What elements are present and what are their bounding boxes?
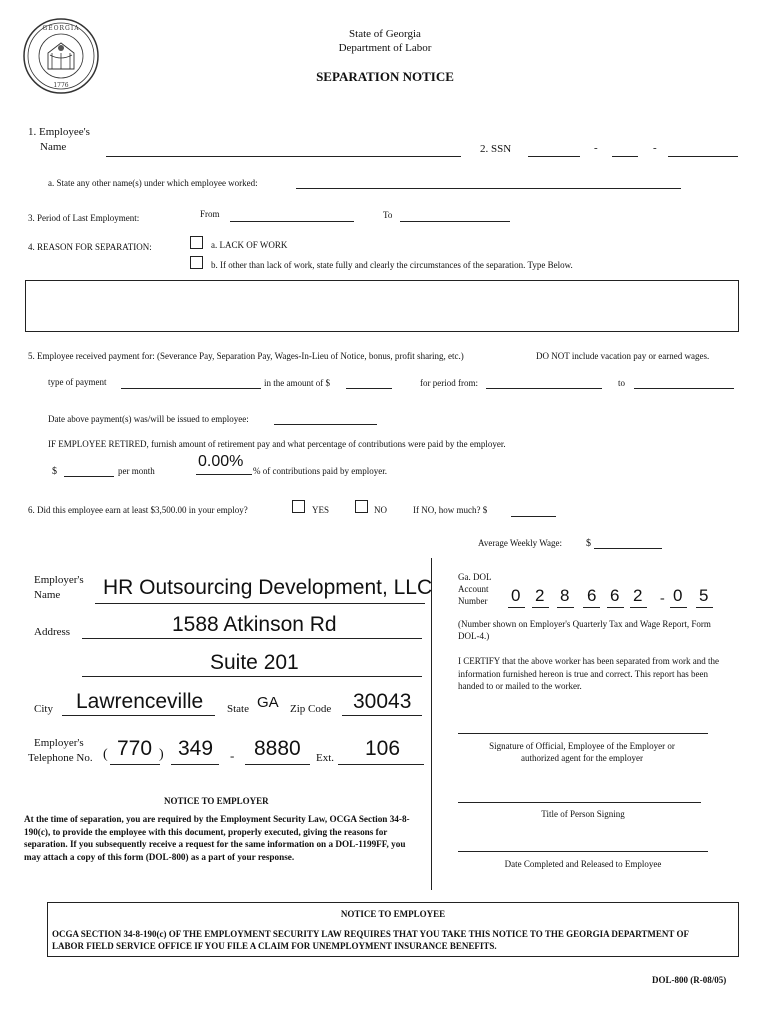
date-completed-field[interactable] <box>458 851 708 852</box>
ssn-label: 2. SSN <box>480 143 512 155</box>
per-month-label: per month <box>118 466 155 476</box>
ext-value[interactable]: 106 <box>365 737 401 760</box>
account-digit-line <box>583 607 600 608</box>
zip-value[interactable]: 30043 <box>353 690 412 713</box>
address2-field <box>82 676 422 677</box>
telephone-label-2: Telephone No. <box>28 752 93 764</box>
payment-label: 5. Employee received payment for: (Severance Pay, Separation Pay, Wages-In-Lieu of Notice, bonus, profit sharing, etc.) <box>28 351 464 361</box>
zip-field <box>342 715 422 716</box>
account-digit-line <box>557 607 574 608</box>
period-to-field[interactable] <box>400 221 510 222</box>
employer-name-value[interactable]: HR Outsourcing Development, LLC <box>103 576 433 599</box>
yes-label: YES <box>312 505 330 515</box>
payment-type-field[interactable] <box>121 388 261 389</box>
period-to-label: To <box>383 210 393 220</box>
payment-amount-label: in the amount of $ <box>264 378 330 388</box>
contribution-percent-label: % of contributions paid by employer. <box>253 466 387 476</box>
certify-text: I CERTIFY that the above worker has been separated from work and the information furnished hereon is true and correct. This report has been handed to or mailed to the worker. <box>458 656 720 691</box>
how-much-label: If NO, how much? $ <box>413 505 488 515</box>
header-department: Department of Labor <box>338 42 432 54</box>
account-digit[interactable]: 8 <box>560 586 570 605</box>
date-completed-label: Date Completed and Released to Employee <box>504 859 662 869</box>
reason-label: 4. REASON FOR SEPARATION: <box>28 242 152 252</box>
telephone-area-field <box>110 764 160 765</box>
notice-employee-body: OCGA SECTION 34-8-190(c) OF THE EMPLOYMENT SECURITY LAW REQUIRES THAT YOU TAKE THIS NOTICE TO THE GEORGIA DEPARTMENT OF LABOR FIELD SERVICE OFFICE IF YOU FILE A CLAIM FOR UNEMPLOYMENT INSURANCE BENEFITS. <box>52 929 689 952</box>
telephone-close-paren: ) <box>159 747 164 762</box>
account-digit[interactable]: 2 <box>535 586 545 605</box>
earnings-question-label: 6. Did this employee earn at least $3,500.00 in your employ? <box>28 505 248 515</box>
address-value[interactable]: 1588 Atkinson Rd <box>172 613 337 636</box>
ext-label: Ext. <box>316 752 335 764</box>
city-label: City <box>34 703 53 715</box>
employee-name-field[interactable] <box>106 156 461 157</box>
employer-name-field <box>95 603 425 604</box>
title-field[interactable] <box>458 802 701 803</box>
payment-period-to-label: to <box>618 378 626 388</box>
account-digit[interactable]: 0 <box>673 586 683 605</box>
account-digit[interactable]: 0 <box>511 586 521 605</box>
account-digit-line <box>508 607 525 608</box>
other-names-label: a. State any other name(s) under which employee worked: <box>48 178 258 188</box>
telephone-line-value[interactable]: 8880 <box>254 737 301 760</box>
form-id: DOL-800 (R-08/05) <box>652 975 727 985</box>
lack-of-work-label: a. LACK OF WORK <box>211 240 288 250</box>
employer-name-label-2: Name <box>34 589 61 601</box>
employee-name-label: 1. Employee's <box>28 126 90 138</box>
period-label: 3. Period of Last Employment: <box>28 213 140 223</box>
separation-circumstances-textarea[interactable] <box>25 280 739 332</box>
no-checkbox[interactable] <box>355 500 368 513</box>
employer-name-label: Employer's <box>34 574 84 586</box>
payment-period-to-field[interactable] <box>634 388 734 389</box>
payment-amount-field[interactable] <box>346 388 392 389</box>
no-label: NO <box>374 505 387 515</box>
state-label: State <box>227 703 249 715</box>
account-digit[interactable]: 5 <box>699 586 709 605</box>
payment-date-label: Date above payment(s) was/will be issued to employee: <box>48 414 249 424</box>
retirement-amount-field[interactable] <box>64 476 114 477</box>
ssn-field-3[interactable] <box>668 156 738 157</box>
payment-note: DO NOT include vacation pay or earned wages. <box>536 351 710 361</box>
account-digit-line <box>532 607 549 608</box>
other-reason-label: b. If other than lack of work, state fully and clearly the circumstances of the separation. Type Below. <box>211 260 573 270</box>
period-from-label: From <box>200 209 220 219</box>
account-note: (Number shown on Employer's Quarterly Tax and Wage Report, Form DOL-4.) <box>458 619 711 641</box>
telephone-label: Employer's <box>34 737 84 749</box>
svg-text:GEORGIA: GEORGIA <box>42 25 80 32</box>
zip-label: Zip Code <box>290 703 332 715</box>
title-label: Title of Person Signing <box>541 809 625 819</box>
notice-employer-body: At the time of separation, you are required by the Employment Security Law, OCGA Section 34-8-190(c), to provide the employee with this document, properly executed, giving the reasons for separation. If you subsequently receive a request for the same information on a DOL-1199FF, you may attach a copy of this form (DOL-800) as a part of your response. <box>24 814 410 862</box>
city-value[interactable]: Lawrenceville <box>76 690 204 713</box>
payment-type-label: type of payment <box>48 377 107 387</box>
how-much-field[interactable] <box>511 516 556 517</box>
ssn-dash-2: - <box>653 142 657 154</box>
notice-employer-heading: NOTICE TO EMPLOYER <box>164 796 269 806</box>
account-label-3: Number <box>458 596 488 606</box>
retirement-dollar-sign: $ <box>52 466 57 477</box>
average-weekly-wage-dollar: $ <box>586 538 591 549</box>
ssn-field-2[interactable] <box>612 156 638 157</box>
notice-employee-heading: NOTICE TO EMPLOYEE <box>340 909 446 919</box>
account-label: Ga. DOL <box>458 572 492 582</box>
address-field <box>82 638 422 639</box>
ssn-field-1[interactable] <box>528 156 580 157</box>
page-title: SEPARATION NOTICE <box>316 69 454 84</box>
address2-value[interactable]: Suite 201 <box>210 651 299 674</box>
header-state: State of Georgia <box>349 28 421 40</box>
account-digit-line <box>607 607 624 608</box>
svg-text:1776: 1776 <box>53 82 69 89</box>
telephone-prefix-field <box>171 764 219 765</box>
account-digit[interactable]: 2 <box>633 586 643 605</box>
employee-name-label-2: Name <box>40 141 67 153</box>
signature-field[interactable] <box>458 733 708 734</box>
telephone-open-paren: ( <box>103 747 108 762</box>
account-digit[interactable]: 6 <box>610 586 620 605</box>
telephone-prefix-value[interactable]: 349 <box>178 737 214 760</box>
city-field <box>62 715 215 716</box>
notice-employee-box <box>47 902 739 957</box>
other-names-field[interactable] <box>296 188 681 189</box>
account-label-2: Account <box>458 584 489 594</box>
payment-period-from-label: for period from: <box>420 378 478 388</box>
account-digit[interactable]: 6 <box>587 586 597 605</box>
other-reason-checkbox[interactable] <box>190 256 203 269</box>
state-value[interactable]: GA <box>257 694 279 711</box>
signature-label: Signature of Official, Employee of the Employer or authorized agent for the employer <box>489 741 675 763</box>
telephone-dash: - <box>230 748 235 763</box>
lack-of-work-checkbox[interactable] <box>190 236 203 249</box>
account-digit-line <box>670 607 687 608</box>
account-digit-line <box>696 607 713 608</box>
payment-period-from-field[interactable] <box>486 388 602 389</box>
address-label: Address <box>34 626 71 638</box>
account-dash: - <box>660 591 665 606</box>
ext-field <box>338 764 424 765</box>
telephone-area-value[interactable]: 770 <box>117 737 153 760</box>
average-weekly-wage-field[interactable] <box>594 548 662 549</box>
average-weekly-wage-label: Average Weekly Wage: <box>478 538 563 548</box>
column-divider <box>431 558 432 890</box>
telephone-line-field <box>245 764 310 765</box>
ssn-dash-1: - <box>594 142 598 154</box>
account-digit-line <box>630 607 647 608</box>
payment-date-field[interactable] <box>274 424 377 425</box>
contribution-percent-field <box>196 474 252 475</box>
retired-label: IF EMPLOYEE RETIRED, furnish amount of retirement pay and what percentage of contributions were paid by the employer. <box>48 439 506 449</box>
contribution-percent-value[interactable]: 0.00% <box>198 453 244 470</box>
yes-checkbox[interactable] <box>292 500 305 513</box>
period-from-field[interactable] <box>230 221 354 222</box>
